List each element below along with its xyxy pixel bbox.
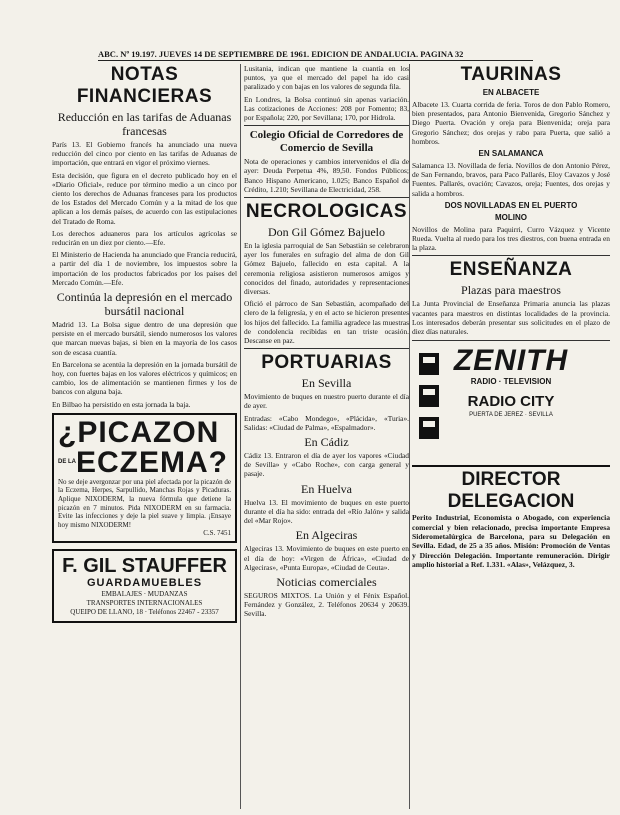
article-paragraph: Madrid 13. La Bolsa sigue dentro de una depresión que persiste en el mercado bursátil, siendo numerosos los valores que marcan nuevas bajas, si bien en la mayoría de los casos son de escasa cuantía. xyxy=(52,320,237,357)
article-dateline: EN SALAMANCA xyxy=(478,149,544,159)
section-heading: Noticias comerciales xyxy=(276,574,377,589)
article-paragraph: Salamanca 13. Novillada de feria. Novillos de don Antonio Pérez, de San Fernando, bravos, para Paco Pallarés, Eloy Cavazos y José Fuentes. Pallarés, ovación; Cavazos, oreja; Fuentes, dos orejas y salida a hombros. xyxy=(412,161,610,198)
article-paragraph: En Barcelona se acentúa la depresión en la jornada bursátil de hoy, con fuertes bajas en los valores eléctricos y químicos; en cambio, los de alimentación se mantienen firmes y los de bancos con alguna baja. xyxy=(52,359,237,397)
ad-service: GUARDAMUEBLES xyxy=(86,577,203,590)
advertisement-gil-stauffer xyxy=(52,549,237,623)
port-heading: En Huelva xyxy=(301,481,352,496)
classified-text: Perito Industrial, Economista o Abogado, con experiencia comercial y bien relacionado, precisa importante Empresa Siderometalúrgica de Barcelona, para su Delegación en Sevilla. Edad, de 25 a 35 años. Misión: Promoción de Ventas y Dirección Delegación. Importante remuneración. Dirigir amplio historial a Ref. 1.331. «Alas», Velázquez, 3. xyxy=(412,513,610,570)
article-paragraph: París 13. El Gobierno francés ha anunciado una nueva reducción del cinco por ciento en las tarifas de Aduanas de importación, que entrará en vigor el próximo viernes. xyxy=(52,140,237,168)
article-paragraph: Huelva 13. El movimiento de buques en este puerto durante el día ha sido: entrada del «Río Jalón» y salida del «Mar Rojo». xyxy=(244,497,409,526)
classified-body xyxy=(412,513,610,569)
article-headline: Plazas para maestros xyxy=(461,283,561,298)
article-paragraph: Algeciras 13. Movimiento de buques en este puerto en el día de hoy: «Virgen de África», «Ciudad de Algeciras», «Punta Europa», «Ciudad de Ceuta». xyxy=(244,544,409,572)
ad-store-name: RADIO CITY xyxy=(467,393,555,411)
port-heading: En Sevilla xyxy=(301,376,352,391)
port-heading: En Cádiz xyxy=(304,435,349,450)
ad-line: EMBALAJES · MUDANZAS xyxy=(101,590,188,599)
article-paragraph: Albacete 13. Cuarta corrida de feria. Toros de don Pablo Romero, bien presentados, para Antonio Bienvenida, Gregorio Sánchez y Diego Puerta. Ovación y oreja para Bienvenida; oreja para Gregorio Sánchez; dos orejas y rabo para Puerta, que salió a hombros. xyxy=(412,100,610,146)
section-title-portuarias: PORTUARIAS xyxy=(261,352,392,374)
article-paragraph: Los derechos aduaneros para los artículos agrícolas se reducirán en un diez por ciento.—Efe. xyxy=(52,228,237,248)
section-title-corredores: Colegio Oficial de Corredores de Comercio de Sevilla xyxy=(249,129,404,155)
article-dateline: EN ALBACETE xyxy=(482,88,540,97)
section-title-ensenanza: ENSEÑANZA xyxy=(449,259,573,281)
column-left xyxy=(52,64,237,809)
classified-title: DIRECTOR DELEGACION xyxy=(412,465,610,513)
article-dateline: DOS NOVILLADAS EN EL PUERTO xyxy=(444,200,578,210)
section-title-financial: NOTAS FINANCIERAS xyxy=(76,64,213,107)
ad-body: No se deje avergonzar por una piel afectada por la picazón de la Eczema, Herpes, Sarpullido, Manchas Rojas y Picaduras. Aplique NIXODERM, la nueva fórmula que detiene la picazón en 7 minutos. Pida NIXODERM en su farmacia. Evite las infecciones y deje la piel suave y limpia. ¡Ensaye hoy mismo NIXODERM! xyxy=(58,477,231,529)
port-heading: En Algeciras xyxy=(295,528,358,543)
ad-tagline: RADIO · TELEVISION xyxy=(470,377,552,387)
page-header: ABC. Nº 19.197. JUEVES 14 DE SEPTIEMBRE DE 1961. EDICION DE ANDALUCIA. PAGINA 32 xyxy=(98,48,533,61)
article-paragraph: Movimiento de buques en nuestro puerto durante el día de ayer. xyxy=(244,392,409,411)
advertisement-zenith xyxy=(412,340,610,465)
ad-headline: ECZEMA? xyxy=(76,445,228,479)
article-paragraph: Cádiz 13. Entraron el día de ayer los vapores «Ciudad de Sevilla» y «Cabo Roche», con carga general y pasaje. xyxy=(244,451,409,479)
ad-brand-logo: ZENITH xyxy=(453,344,569,378)
article-paragraph: Ofició el párroco de San Sebastián, acompañado del clero de la feligresía, y en el acto se hicieron presentes los hijos del fallecido. La familia agradece las muestras de condolencia recibidas en tan triste ocasión. Descanse en paz. xyxy=(244,299,409,346)
ad-company-name: F. GIL STAUFFER xyxy=(62,555,227,578)
article-paragraph: Entradas: «Cabo Mondego», «Plácida», «Turia». Salidas: «Ciudad de Palma», «Espalmador». xyxy=(244,413,409,432)
ad-connector: DE LA xyxy=(58,459,76,466)
divider xyxy=(244,125,409,126)
article-paragraph: Nota de operaciones y cambios intervenidos el día de ayer: Deuda Perpetua 4%, 89,50. Fondos Públicos; Banco Hispano Americano, 1.025; Banco Español de Crédito, 1.210; Sevillana de Electricidad, 258. xyxy=(244,157,409,194)
ad-ref: C.S. 7451 xyxy=(203,529,231,538)
section-title-necrologicas: NECROLOGICAS xyxy=(245,201,408,223)
divider xyxy=(244,348,409,349)
article-paragraph: El Ministerio de Hacienda ha anunciado que Francia reducirá, a partir del día 1 de noviembre, los impuestos sobre la importación de los productos fabricados por los países del Mercado Común.—Efe. xyxy=(52,250,237,287)
article-paragraph: La Junta Provincial de Enseñanza Primaria anuncia las plazas vacantes para maestros en distintas localidades de la provincia. Los interesados deberán presentar sus solicitudes en el plazo de diez días naturales. xyxy=(412,299,610,337)
column-right xyxy=(412,64,610,809)
article-headline: Continúa la depresión en el mercado bursátil nacional xyxy=(56,290,233,319)
article-paragraph: En Londres, la Bolsa continuó sin apenas variación. Las cotizaciones de Acciones: 208 por Fomento; 83, por Española; 220, por Sevillana; 170, por Hidrola. xyxy=(244,94,409,123)
crest-icon xyxy=(416,349,442,445)
column-middle xyxy=(244,64,409,809)
article-headline: Reducción en las tarifas de Aduanas francesas xyxy=(57,110,232,138)
ad-line: TRANSPORTES INTERNACIONALES xyxy=(86,599,203,608)
ad-address: PUERTA DE JEREZ · SEVILLA xyxy=(469,412,553,419)
ad-headline: ¿PICAZON xyxy=(58,415,220,449)
article-paragraph: En Bilbao ha persistido en esta jornada la baja. xyxy=(52,399,191,409)
article-paragraph: Esta decisión, que figura en el decreto publicado hoy en el «Diario Oficial», reduce por término medio a un cinco por ciento los derechos de Aduanas franceses para los productos de los Estados del Mercado Común y a la mitad de los que aplican a los demás países, de acuerdo con las estipulaciones del Tratado de Roma. xyxy=(52,170,237,226)
column-divider xyxy=(409,64,410,809)
article-paragraph: En la iglesia parroquial de San Sebastián se celebraron ayer los funerales en sufragio del alma de don Gil Gómez Bajuelo, fallecido en esta capital. A la ceremonia religiosa asistieron numerosos amigos y conocidos del finado, autoridades y representaciones diversas. xyxy=(244,241,409,297)
advertisement-picazon xyxy=(52,413,237,543)
article-paragraph: SEGUROS MIXTOS. La Unión y el Fénix Español. Fernández y González, 2. Teléfonos 20634 y 20639. Sevilla. xyxy=(244,590,409,619)
section-title-taurinas: TAURINAS xyxy=(460,64,562,85)
column-divider xyxy=(240,64,241,809)
article-paragraph: Lusitania, indican que mantiene la cuantía en los puntos, ya que el mercado del papel ha ido casi paralizado y con bajas en los valores de segunda fila. xyxy=(244,64,409,92)
article-paragraph: Novillos de Molina para Paquirri, Curro Vázquez y Vicente Rueda. Vuelta al ruedo para los tres diestros, con buena entrada en la plaza. xyxy=(412,224,610,253)
ad-line: QUEIPO DE LLANO, 18 · Teléfonos 22467 - 23357 xyxy=(70,608,219,617)
article-dateline: MOLINO xyxy=(495,212,527,222)
article-headline: Don Gil Gómez Bajuelo xyxy=(268,225,385,240)
divider xyxy=(244,197,409,198)
divider xyxy=(412,255,610,256)
